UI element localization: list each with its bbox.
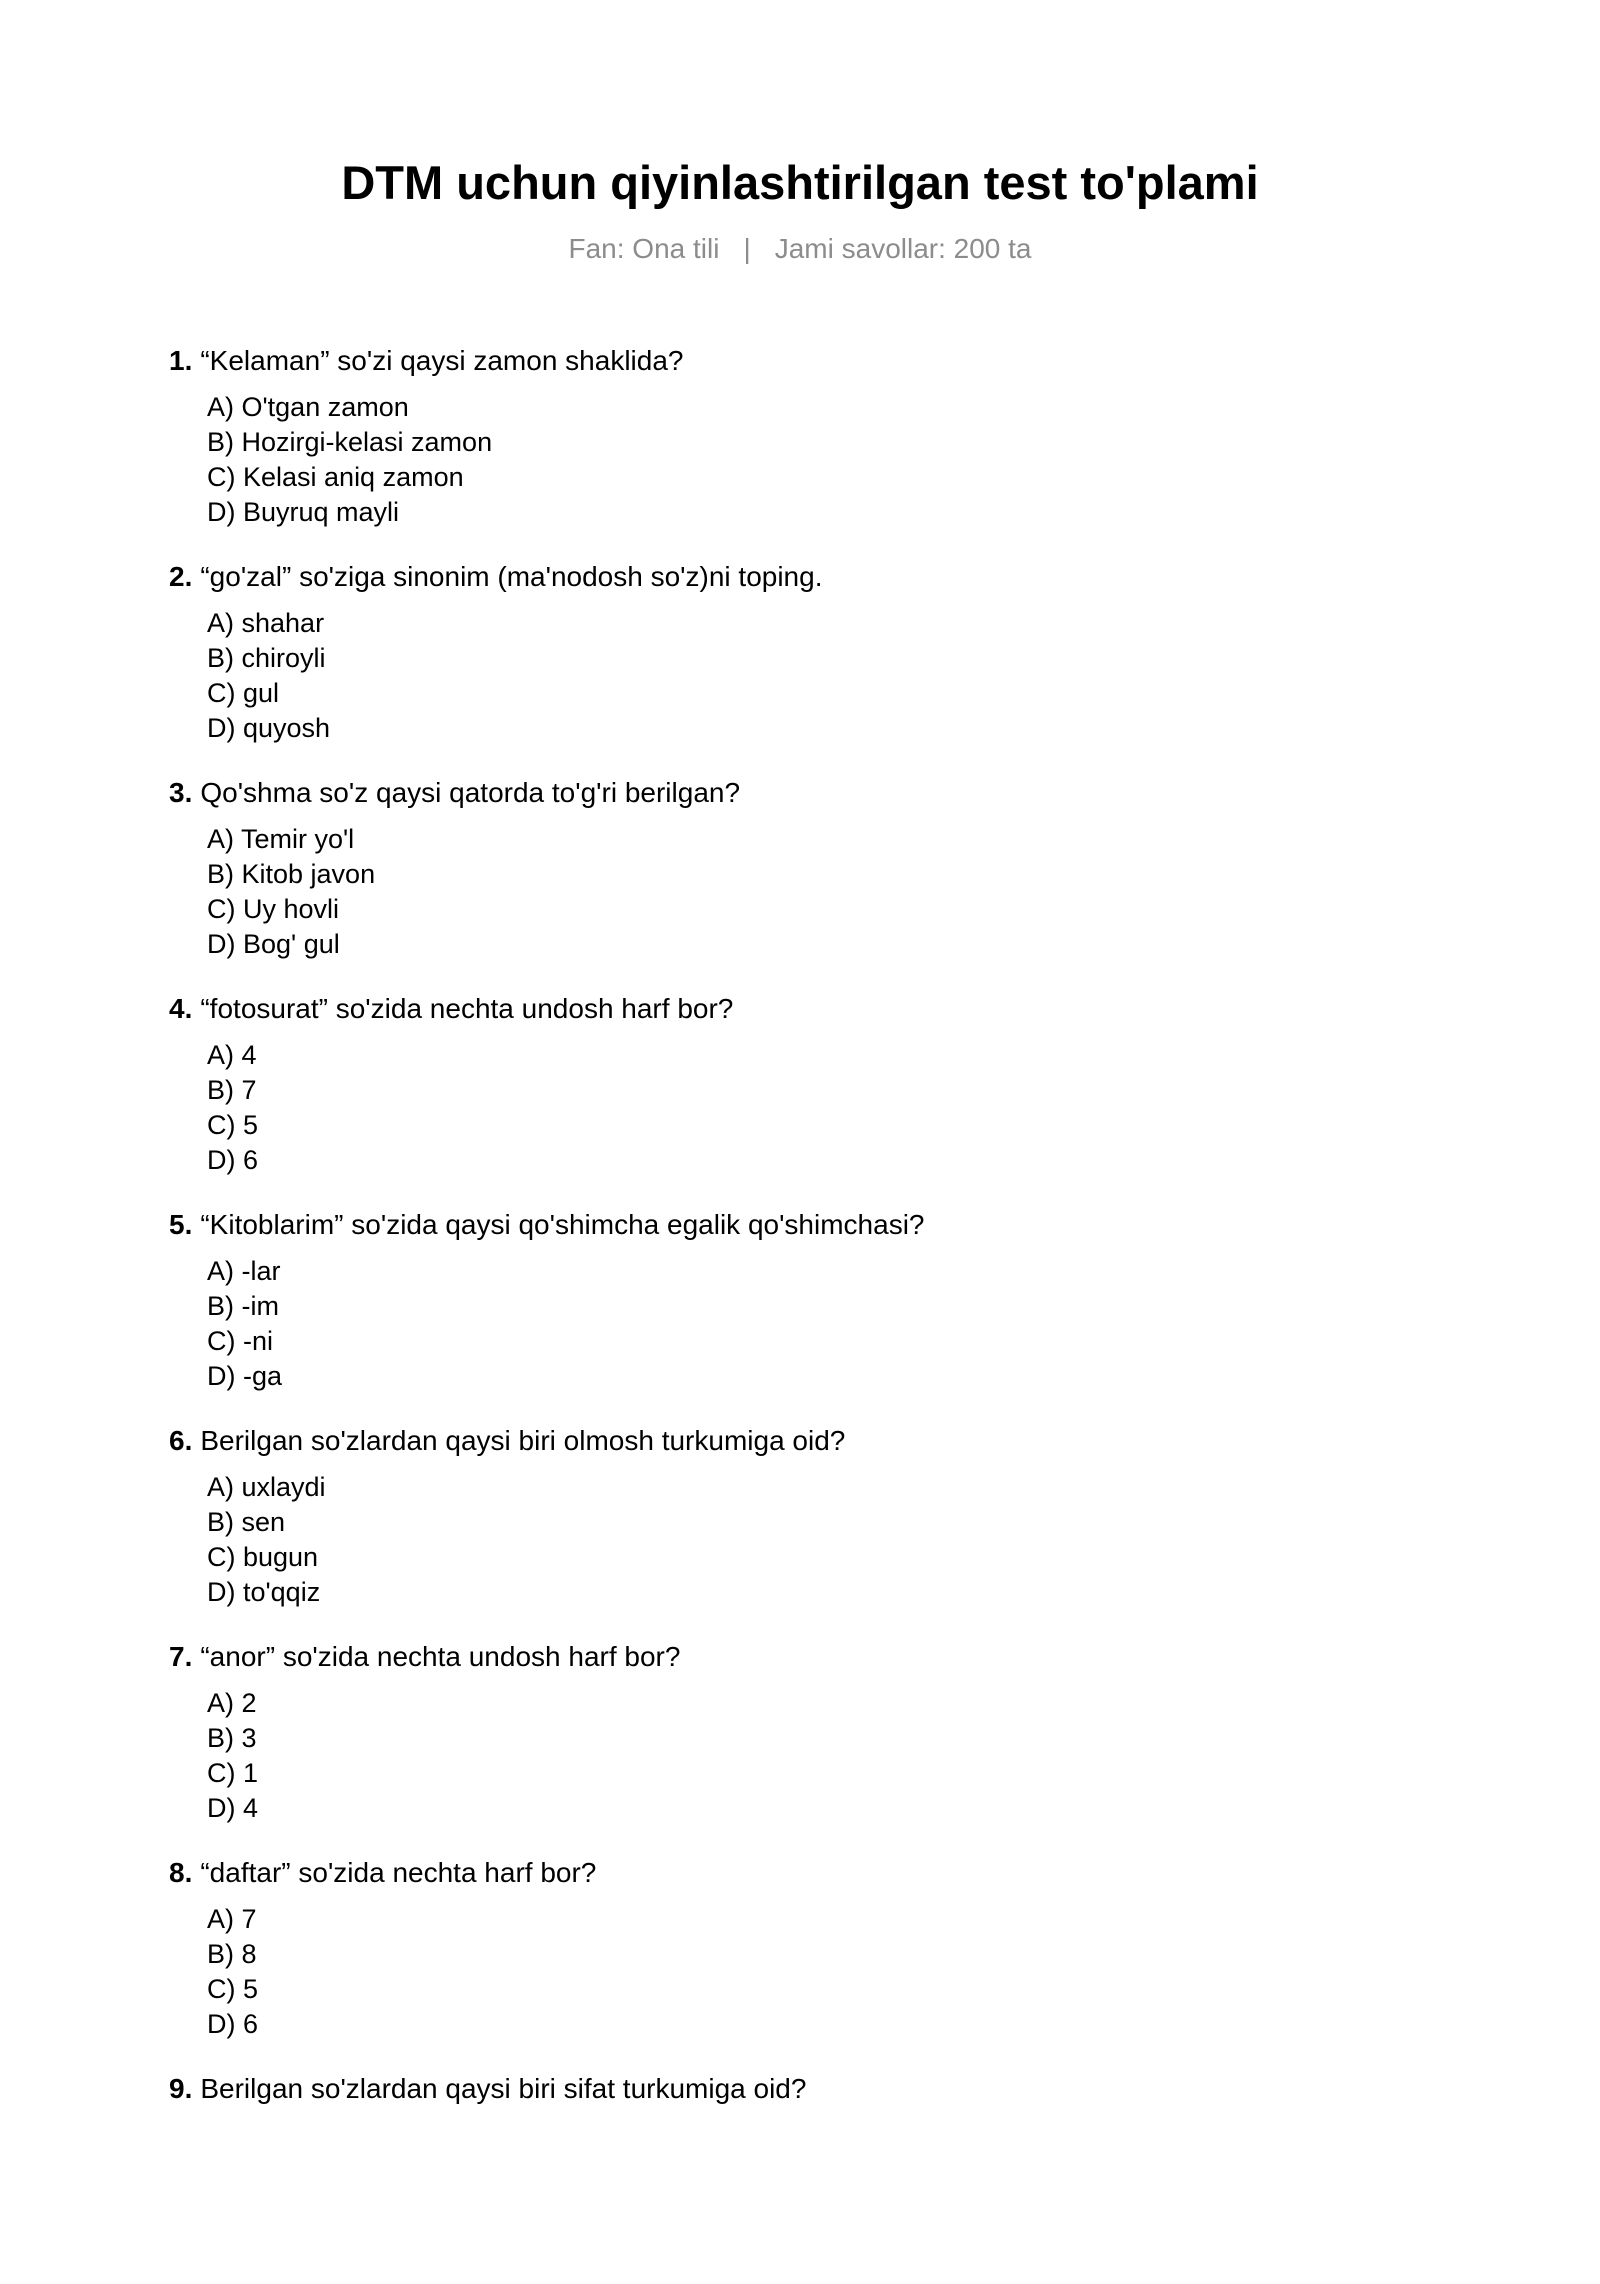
answer-option: A) Temir yo'l xyxy=(207,824,355,854)
question-item xyxy=(169,1204,1469,1420)
answer-option: D) 4 xyxy=(207,1793,259,1823)
answer-option: D) quyosh xyxy=(207,713,331,743)
question-text xyxy=(169,1204,1469,1254)
question-text xyxy=(169,1852,1469,1902)
question-body: Berilgan so'zlardan qaysi biri sifat turkumiga oid? xyxy=(200,2073,807,2104)
answer-option: A) 2 xyxy=(207,1688,257,1718)
question-body: “anor” so'zida nechta undosh harf bor? xyxy=(200,1641,681,1672)
answer-option: A) O'tgan zamon xyxy=(207,392,409,422)
question-text xyxy=(169,2068,1469,2118)
answer-option: A) 7 xyxy=(207,1904,257,1934)
question-item xyxy=(169,1852,1469,2068)
question-text xyxy=(169,556,1469,606)
answer-option: D) Bog' gul xyxy=(207,929,340,959)
answer-options xyxy=(169,1038,1469,1178)
question-item xyxy=(169,988,1469,1204)
question-item xyxy=(169,1420,1469,1636)
question-text xyxy=(169,1636,1469,1686)
question-body: “daftar” so'zida nechta harf bor? xyxy=(200,1857,597,1888)
answer-option: D) Buyruq mayli xyxy=(207,497,400,527)
question-number: 4. xyxy=(169,993,193,1024)
question-number: 3. xyxy=(169,777,193,808)
answer-options xyxy=(169,390,1469,530)
answer-option: B) 7 xyxy=(207,1075,257,1105)
question-body: “go'zal” so'ziga sinonim (ma'nodosh so'z)ni toping. xyxy=(200,561,823,592)
question-number: 5. xyxy=(169,1209,193,1240)
answer-option: B) 8 xyxy=(207,1939,257,1969)
question-item xyxy=(169,556,1469,772)
question-number: 6. xyxy=(169,1425,193,1456)
document-title: DTM uchun qiyinlashtirilgan test to'plami xyxy=(341,156,1259,209)
answer-option: B) Kitob javon xyxy=(207,859,376,889)
answer-option: B) chiroyli xyxy=(207,643,326,673)
answer-option: A) shahar xyxy=(207,608,325,638)
question-number: 2. xyxy=(169,561,193,592)
question-item xyxy=(169,1636,1469,1852)
answer-option: C) Kelasi aniq zamon xyxy=(207,462,464,492)
answer-option: B) -im xyxy=(207,1291,279,1321)
question-body: “Kitoblarim” so'zida qaysi qo'shimcha egalik qo'shimchasi? xyxy=(200,1209,925,1240)
question-text xyxy=(169,340,1469,390)
total-questions-label: Jami savollar: 200 ta xyxy=(774,233,1032,264)
answer-options xyxy=(169,606,1469,746)
question-text xyxy=(169,1420,1469,1470)
answer-option: B) sen xyxy=(207,1507,286,1537)
subject-label: Fan: Ona tili xyxy=(568,233,720,264)
answer-option: A) -lar xyxy=(207,1256,281,1286)
question-number: 7. xyxy=(169,1641,193,1672)
answer-option: B) Hozirgi-kelasi zamon xyxy=(207,427,493,457)
answer-option: A) uxlaydi xyxy=(207,1472,326,1502)
answer-option: D) to'qqiz xyxy=(207,1577,321,1607)
question-body: “fotosurat” so'zida nechta undosh harf bor? xyxy=(200,993,734,1024)
question-list xyxy=(169,340,1469,2284)
answer-options xyxy=(169,1470,1469,1610)
question-item xyxy=(169,340,1469,556)
question-text xyxy=(169,988,1469,1038)
answer-option: C) bugun xyxy=(207,1542,319,1572)
answer-option: D) 6 xyxy=(207,1145,259,1175)
answer-option: C) -ni xyxy=(207,1326,273,1356)
document-subtitle xyxy=(0,229,1600,269)
answer-option: D) 6 xyxy=(207,2009,259,2039)
answer-option: C) 1 xyxy=(207,1758,259,1788)
answer-option: C) 5 xyxy=(207,1974,259,2004)
question-item xyxy=(169,772,1469,988)
answer-options xyxy=(169,1686,1469,1826)
question-number: 9. xyxy=(169,2073,193,2104)
answer-option: D) -ga xyxy=(207,1361,283,1391)
answer-option: C) 5 xyxy=(207,1110,259,1140)
question-body: Berilgan so'zlardan qaysi biri olmosh turkumiga oid? xyxy=(200,1425,846,1456)
answer-options xyxy=(169,1254,1469,1394)
question-body: “Kelaman” so'zi qaysi zamon shaklida? xyxy=(200,345,684,376)
question-number: 8. xyxy=(169,1857,193,1888)
answer-options xyxy=(169,822,1469,962)
question-number: 1. xyxy=(169,345,193,376)
question-body: Qo'shma so'z qaysi qatorda to'g'ri berilgan? xyxy=(200,777,741,808)
question-item xyxy=(169,2068,1469,2284)
answer-option: B) 3 xyxy=(207,1723,257,1753)
answer-option: C) Uy hovli xyxy=(207,894,340,924)
answer-option: C) gul xyxy=(207,678,280,708)
answer-option: A) 4 xyxy=(207,1040,257,1070)
question-text xyxy=(169,772,1469,822)
answer-options xyxy=(169,1902,1469,2042)
subtitle-separator: | xyxy=(743,233,751,264)
